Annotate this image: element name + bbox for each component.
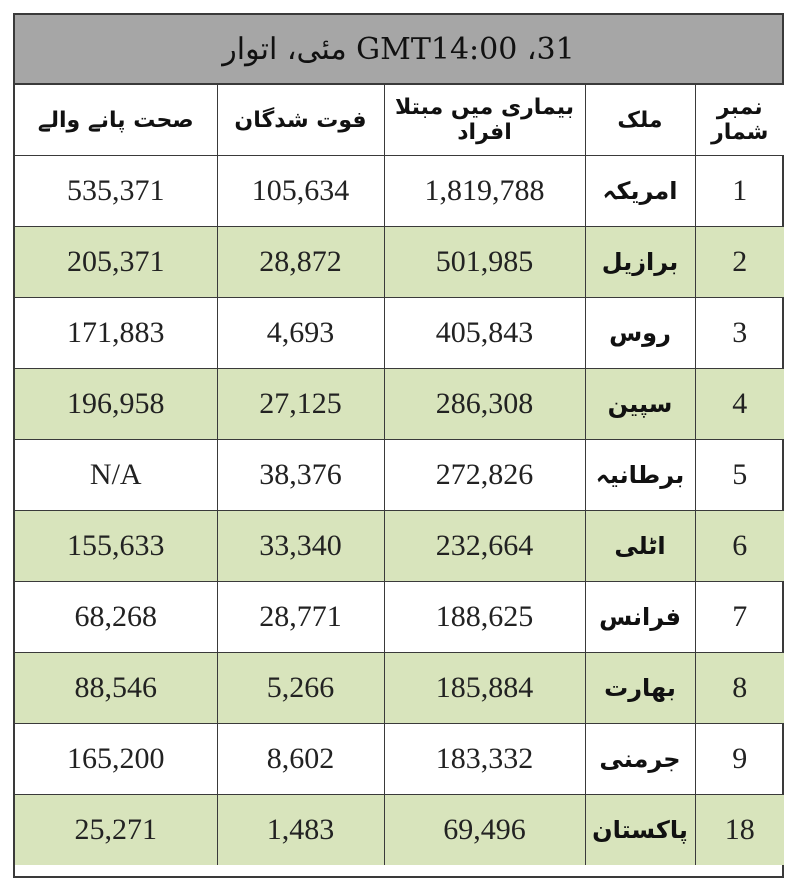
- header-recovered: صحت پانے والے: [15, 85, 217, 156]
- cell-cases: 405,843: [384, 298, 585, 369]
- cell-rank: 5: [695, 440, 784, 511]
- table-title: GMT14:00 ،31 مئی، اتوار: [15, 15, 782, 85]
- cell-deaths: 5,266: [217, 653, 384, 724]
- table-row: [15, 795, 784, 866]
- cell-cases: 69,496: [384, 795, 585, 866]
- table-row: [15, 724, 784, 795]
- table-row: [15, 440, 784, 511]
- cell-deaths: 33,340: [217, 511, 384, 582]
- cell-cases: 272,826: [384, 440, 585, 511]
- table-row: [15, 156, 784, 227]
- cell-recovered: 205,371: [15, 227, 217, 298]
- cell-rank: 1: [695, 156, 784, 227]
- cell-country: سپین: [585, 369, 695, 440]
- cell-rank: 3: [695, 298, 784, 369]
- table-row: [15, 653, 784, 724]
- cell-rank: 9: [695, 724, 784, 795]
- cell-recovered: N/A: [15, 440, 217, 511]
- cell-rank: 2: [695, 227, 784, 298]
- cell-country: بھارت: [585, 653, 695, 724]
- cell-recovered: 535,371: [15, 156, 217, 227]
- table-row: [15, 369, 784, 440]
- header-deaths: فوت شدگان: [217, 85, 384, 156]
- cell-recovered: 165,200: [15, 724, 217, 795]
- header-country: ملک: [585, 85, 695, 156]
- cell-cases: 188,625: [384, 582, 585, 653]
- header-cases: بیماری میں مبتلا افراد: [384, 85, 585, 156]
- cell-recovered: 25,271: [15, 795, 217, 866]
- table-row: [15, 582, 784, 653]
- table-row: [15, 227, 784, 298]
- cell-cases: 185,884: [384, 653, 585, 724]
- cell-deaths: 105,634: [217, 156, 384, 227]
- cell-recovered: 196,958: [15, 369, 217, 440]
- cell-country: برطانیہ: [585, 440, 695, 511]
- table-row: [15, 298, 784, 369]
- header-rank: نمبر شمار: [695, 85, 784, 156]
- cell-cases: 1,819,788: [384, 156, 585, 227]
- cell-country: برازیل: [585, 227, 695, 298]
- table-row: [15, 511, 784, 582]
- cell-country: جرمنی: [585, 724, 695, 795]
- cell-deaths: 27,125: [217, 369, 384, 440]
- cell-country: روس: [585, 298, 695, 369]
- cell-deaths: 28,872: [217, 227, 384, 298]
- cell-cases: 501,985: [384, 227, 585, 298]
- cell-country: اٹلی: [585, 511, 695, 582]
- cell-rank: 8: [695, 653, 784, 724]
- cell-country: امریکہ: [585, 156, 695, 227]
- cell-country: پاکستان: [585, 795, 695, 866]
- cell-rank: 18: [695, 795, 784, 866]
- cell-cases: 286,308: [384, 369, 585, 440]
- cell-deaths: 8,602: [217, 724, 384, 795]
- cell-rank: 7: [695, 582, 784, 653]
- stats-table-frame: [13, 13, 784, 878]
- cell-rank: 4: [695, 369, 784, 440]
- cell-deaths: 1,483: [217, 795, 384, 866]
- cell-cases: 183,332: [384, 724, 585, 795]
- cell-cases: 232,664: [384, 511, 585, 582]
- cell-deaths: 38,376: [217, 440, 384, 511]
- cell-rank: 6: [695, 511, 784, 582]
- cell-recovered: 88,546: [15, 653, 217, 724]
- cell-recovered: 68,268: [15, 582, 217, 653]
- cell-deaths: 28,771: [217, 582, 384, 653]
- covid-stats-table: [15, 85, 784, 865]
- cell-recovered: 171,883: [15, 298, 217, 369]
- header-row: [15, 85, 784, 156]
- cell-deaths: 4,693: [217, 298, 384, 369]
- cell-recovered: 155,633: [15, 511, 217, 582]
- cell-country: فرانس: [585, 582, 695, 653]
